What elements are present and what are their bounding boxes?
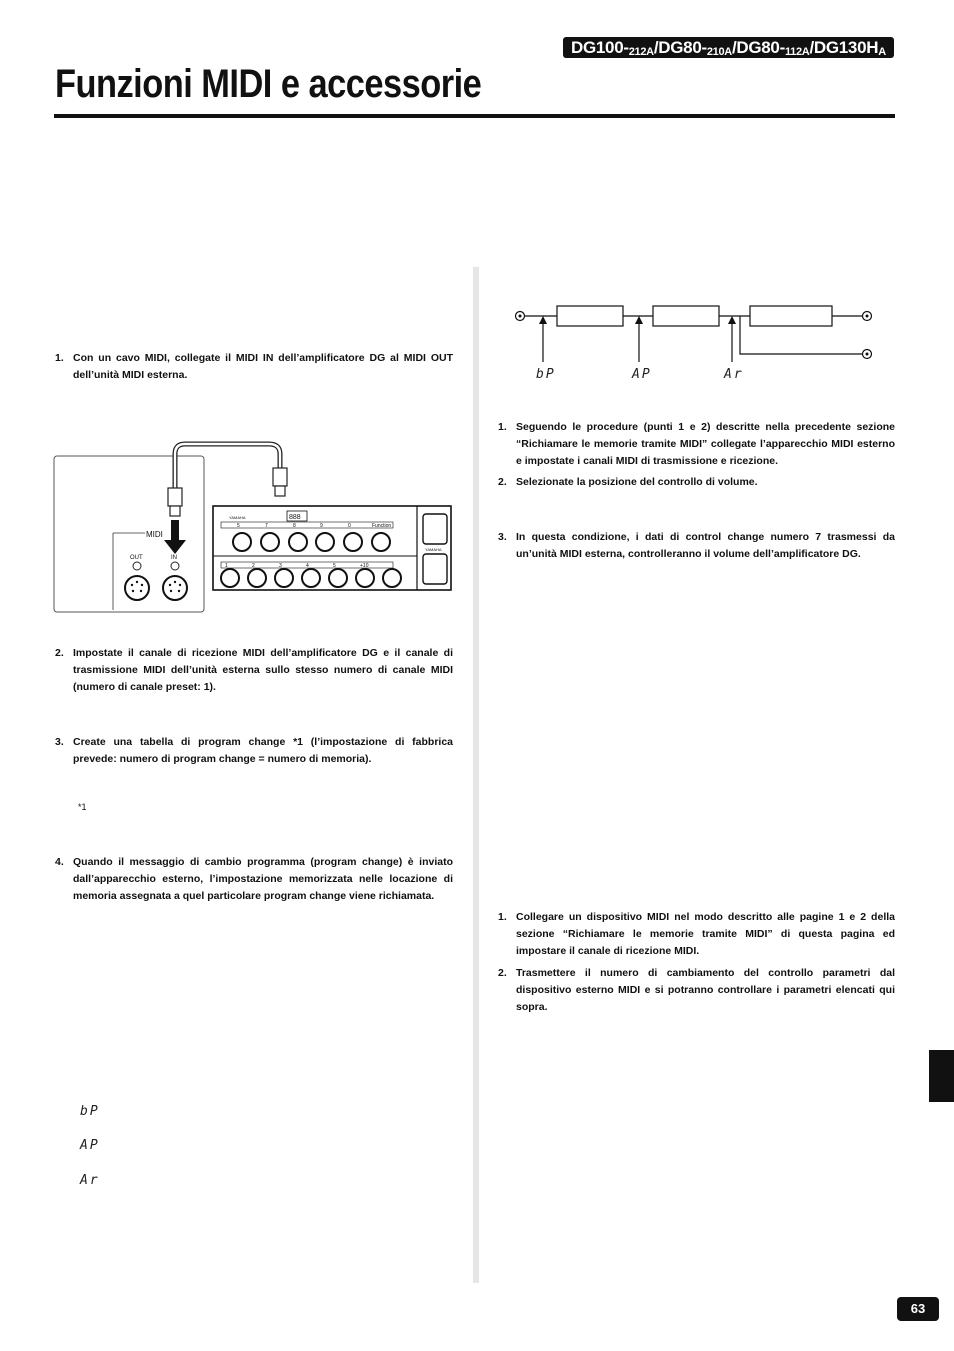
- column-divider: [473, 267, 479, 1283]
- step-number: 1.: [55, 352, 64, 364]
- step-text: In questa condizione, i dati di control change numero 7 trasmessi da un’unità MIDI esterna, controlleranno il volume dell’amplificatore DG.: [516, 531, 895, 560]
- footswitch-pedal-down: [423, 554, 447, 584]
- model-part: /DG80-: [653, 38, 707, 57]
- model-part: /DG80-: [731, 38, 785, 57]
- step-text: Quando il messaggio di cambio programma (program change) è inviato dall’apparecchio esterno, l’impostazione memorizzata nelle locazione di memoria assegnata a quel particolare program change viene richiamata.: [73, 856, 453, 902]
- step-text: Collegare un dispositivo MIDI nel modo descritto alle pagine 1 e 2 della sezione “Richiamare le memorie tramite MIDI” di questa pagina ed impostare il canale di ricezione MIDI.: [516, 911, 895, 957]
- signal-chain-diagram: [510, 302, 880, 382]
- page-title: Funzioni MIDI e accessorie: [55, 62, 482, 106]
- model-part: DG100-: [571, 38, 629, 57]
- model-badge: [563, 37, 894, 58]
- title-rule: [54, 114, 895, 118]
- midi-plug-right: [273, 468, 287, 486]
- step-number: 1.: [498, 421, 507, 433]
- chain-label-ar: Ar: [724, 367, 744, 382]
- lower-button-label: 5: [333, 563, 336, 569]
- model-suffix: 210A: [706, 46, 732, 58]
- indicator-ap: AP: [80, 1138, 100, 1153]
- out-label: OUT: [130, 555, 143, 561]
- chain-label-ap: AP: [632, 367, 652, 382]
- step-text: Selezionate la posizione del controllo di volume.: [516, 476, 758, 488]
- model-suffix: 212A: [628, 46, 654, 58]
- lower-button-label: +10: [360, 563, 369, 569]
- step-text: Impostate il canale di ricezione MIDI dell’amplificatore DG e il canale di trasmissione MIDI dell’unità esterna sullo stesso numero di canale MIDI (numero di canale preset: 1).: [73, 647, 453, 693]
- lower-button-label: 4: [306, 563, 309, 569]
- step-number: 2.: [498, 967, 507, 979]
- step-number: 3.: [55, 736, 64, 748]
- lower-button-label: 2: [252, 563, 255, 569]
- step-text: Create una tabella di program change *1 (l’impostazione di fabbrica prevede: numero di program change = numero di memoria).: [73, 736, 453, 765]
- midi-connection-diagram: [53, 440, 453, 615]
- section-thumb-tab: [929, 1050, 954, 1102]
- midi-plug-left: [168, 488, 182, 506]
- step-number: 1.: [498, 911, 507, 923]
- footswitch-pedal-up: [423, 514, 447, 544]
- upper-button-label: Function: [372, 523, 392, 529]
- model-suffix: 112A: [784, 46, 810, 58]
- step-text: Con un cavo MIDI, collegate il MIDI IN dell’amplificatore DG al MIDI OUT dell’unità MIDI esterna.: [73, 352, 453, 381]
- upper-button-label: 7: [265, 523, 268, 529]
- step-number: 3.: [498, 531, 507, 543]
- midi-cable: [175, 444, 280, 490]
- in-label: IN: [171, 555, 177, 561]
- indicator-ar: Ar: [80, 1173, 100, 1188]
- footswitch-brand: YAMAHA: [425, 547, 442, 552]
- midi-in-jack: [163, 576, 187, 600]
- upper-button-label: 0: [348, 523, 351, 529]
- page-number: 63: [897, 1297, 939, 1321]
- upper-button-label: 8: [293, 523, 296, 529]
- display-digits: 888: [289, 514, 301, 521]
- step-number: 2.: [55, 647, 64, 659]
- chain-block-1: [557, 306, 623, 326]
- step-number: 4.: [55, 856, 64, 868]
- model-part: /DG130H: [809, 38, 879, 57]
- step-text: Seguendo le procedure (punti 1 e 2) descritte nella precedente sezione “Richiamare le memorie tramite MIDI” collegate l’apparecchio MIDI esterno e impostate i canali MIDI di trasmissione e ricezione.: [516, 421, 895, 467]
- step-number: 2.: [498, 476, 507, 488]
- model-suffix: A: [878, 46, 886, 58]
- upper-button-label: 5: [237, 523, 240, 529]
- lower-button-label: 3: [279, 563, 282, 569]
- brand-label: YAMAHA: [229, 515, 246, 520]
- upper-button-label: 9: [320, 523, 323, 529]
- midi-out-jack: [125, 576, 149, 600]
- lower-button-label: 1: [225, 563, 228, 569]
- indicator-bp: bP: [80, 1104, 100, 1119]
- footnote-marker: *1: [78, 802, 87, 812]
- chain-block-2: [653, 306, 719, 326]
- chain-label-bp: bP: [536, 367, 556, 382]
- step-text: Trasmettere il numero di cambiamento del controllo parametri dal dispositivo esterno MIDI e si potranno controllare i parametri elencati qui sopra.: [516, 967, 895, 1013]
- midi-label: MIDI: [146, 530, 163, 539]
- chain-block-3: [750, 306, 832, 326]
- insert-arrow: [171, 520, 179, 542]
